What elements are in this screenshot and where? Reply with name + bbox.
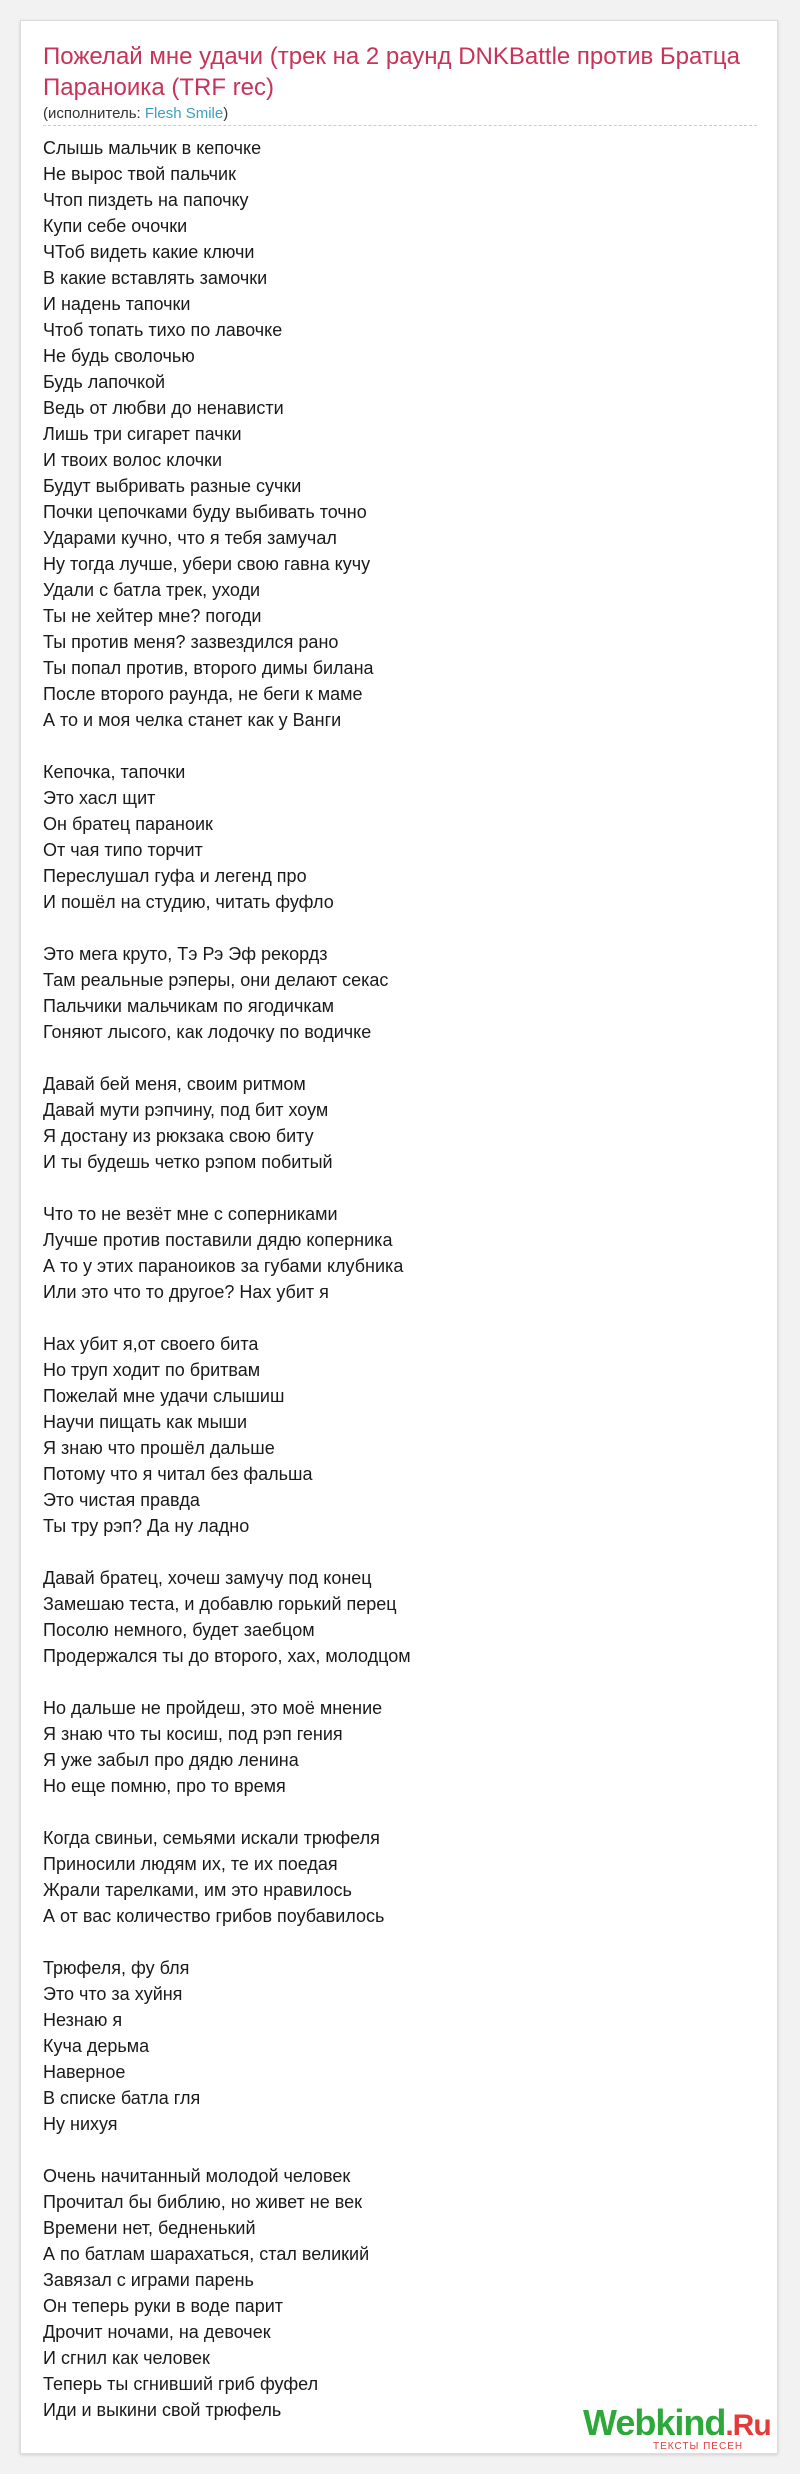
lyric-line: Дрочит ночами, на девочек <box>43 2322 271 2342</box>
lyric-line: Это хасл щит <box>43 788 156 808</box>
lyric-line: А от вас количество грибов поубавилось <box>43 1906 385 1926</box>
lyric-line: Ты не хейтер мне? погоди <box>43 606 262 626</box>
lyric-line: Там реальные рэперы, они делают секас <box>43 970 389 990</box>
lyric-line: Ты тру рэп? Да ну ладно <box>43 1516 250 1536</box>
stanza-gap <box>43 2137 757 2163</box>
logo-tld: .Ru <box>725 2409 771 2442</box>
lyric-line: Я знаю что прошёл дальше <box>43 1438 275 1458</box>
lyric-line: И надень тапочки <box>43 294 191 314</box>
lyric-line: И сгнил как человек <box>43 2348 210 2368</box>
stanza-gap <box>43 1669 757 1695</box>
lyric-line: Но дальше не пройдеш, это моё мнение <box>43 1698 383 1718</box>
stanza-gap <box>43 1175 757 1201</box>
lyric-line: Но труп ходит по бритвам <box>43 1360 261 1380</box>
logo-tagline: ТЕКСТЫ ПЕСЕН <box>653 2441 744 2452</box>
lyric-line: Потому что я читал без фальша <box>43 1464 313 1484</box>
lyric-line: Я достану из рюкзака свою биту <box>43 1126 314 1146</box>
lyric-line: Не вырос твой пальчик <box>43 164 236 184</box>
lyric-line: Давай бей меня, своим ритмом <box>43 1074 306 1094</box>
lyric-line: Ты попал против, второго димы билана <box>43 658 374 678</box>
lyric-line: И твоих волос клочки <box>43 450 223 470</box>
lyric-line: Замешаю теста, и добавлю горький перец <box>43 1594 397 1614</box>
lyric-line: Удали с батла трек, уходи <box>43 580 261 600</box>
lyric-line: Будь лапочкой <box>43 372 166 392</box>
lyric-line: Иди и выкини свой трюфель <box>43 2400 282 2420</box>
lyric-line: Это мега круто, Тэ Рэ Эф рекордз <box>43 944 328 964</box>
stanza-gap <box>43 1539 757 1565</box>
lyric-line: Куча дерьма <box>43 2036 150 2056</box>
lyric-line: В списке батла гля <box>43 2088 201 2108</box>
lyric-line: Посолю немного, будет заебцом <box>43 1620 315 1640</box>
lyric-line: От чая типо торчит <box>43 840 203 860</box>
lyric-line: Ударами кучно, что я тебя замучал <box>43 528 337 548</box>
lyric-line: Пальчики мальчикам по ягодичкам <box>43 996 335 1016</box>
lyric-line: ЧТоб видеть какие ключи <box>43 242 255 262</box>
lyric-line: Жрали тарелками, им это нравилось <box>43 1880 352 1900</box>
lyric-line: Он теперь руки в воде парит <box>43 2296 284 2316</box>
header-divider <box>43 125 757 126</box>
lyric-line: И ты будешь четко рэпом побитый <box>43 1152 333 1172</box>
lyric-line: Трюфеля, фу бля <box>43 1958 190 1978</box>
lyric-line: Кепочка, тапочки <box>43 762 186 782</box>
lyric-line: Продержался ты до второго, хах, молодцом <box>43 1646 411 1666</box>
lyric-line: Очень начитанный молодой человек <box>43 2166 351 2186</box>
stanza-gap <box>43 733 757 759</box>
stanza-gap <box>43 1799 757 1825</box>
lyric-line: Почки цепочками буду выбивать точно <box>43 502 367 522</box>
stanza-gap <box>43 1045 757 1071</box>
logo-wordmark <box>583 2403 771 2446</box>
lyric-line: Гоняют лысого, как лодочку по водичке <box>43 1022 372 1042</box>
song-title: Пожелай мне удачи (трек на 2 раунд DNKBattle против Братца Параноика (TRF rec) <box>43 43 740 101</box>
lyrics-card <box>20 20 778 2454</box>
lyric-line: Пожелай мне удачи слышиш <box>43 1386 285 1406</box>
lyrics-text <box>43 135 757 2423</box>
lyric-line: Приносили людям их, те их поедая <box>43 1854 338 1874</box>
lyric-line: Научи пищать как мыши <box>43 1412 248 1432</box>
logo-brand: Webkind <box>583 2402 726 2443</box>
lyric-line: Прочитал бы библию, но живет не век <box>43 2192 362 2212</box>
lyric-line: И пошёл на студию, читать фуфло <box>43 892 334 912</box>
lyric-line: Нах убит я,от своего бита <box>43 1334 259 1354</box>
lyric-line: Переслушал гуфа и легенд про <box>43 866 307 886</box>
lyric-line: После второго раунда, не беги к маме <box>43 684 363 704</box>
lyric-line: Наверное <box>43 2062 126 2082</box>
lyric-line: Я уже забыл про дядю ленина <box>43 1750 299 1770</box>
lyric-line: Это чистая правда <box>43 1490 200 1510</box>
lyric-line: Теперь ты сгнивший гриб фуфел <box>43 2374 319 2394</box>
lyric-line: А по батлам шарахаться, стал великий <box>43 2244 370 2264</box>
lyric-line: Ведь от любви до ненависти <box>43 398 284 418</box>
lyric-line: Я знаю что ты косиш, под рэп гения <box>43 1724 343 1744</box>
artist-prefix: (исполнитель: <box>43 105 145 122</box>
artist-line <box>43 105 228 123</box>
artist-link[interactable]: Flesh Smile <box>144 105 224 122</box>
lyric-line: Времени нет, бедненький <box>43 2218 256 2238</box>
lyric-line: Чтоп пиздеть на папочку <box>43 190 249 210</box>
lyric-line: Ну нихуя <box>43 2114 118 2134</box>
lyric-line: Ну тогда лучше, убери свою гавна кучу <box>43 554 371 574</box>
lyric-line: Лучше против поставили дядю коперника <box>43 1230 393 1250</box>
lyric-line: В какие вставлять замочки <box>43 268 268 288</box>
lyric-line: Не будь сволочью <box>43 346 195 366</box>
lyric-line: Но еще помню, про то время <box>43 1776 286 1796</box>
stanza-gap <box>43 915 757 941</box>
lyric-line: Или это что то другое? Нах убит я <box>43 1282 329 1302</box>
lyric-line: Слышь мальчик в кепочке <box>43 138 262 158</box>
lyric-line: Лишь три сигарет пачки <box>43 424 242 444</box>
lyric-line: А то и моя челка станет как у Ванги <box>43 710 342 730</box>
lyric-line: Купи себе очочки <box>43 216 188 236</box>
lyric-line: Чтоб топать тихо по лавочке <box>43 320 283 340</box>
stanza-gap <box>43 1305 757 1331</box>
lyric-line: Когда свиньи, семьями искали трюфеля <box>43 1828 380 1848</box>
site-logo[interactable] <box>583 2403 773 2453</box>
lyric-line: А то у этих параноиков за губами клубника <box>43 1256 404 1276</box>
lyric-line: Будут выбривать разные сучки <box>43 476 302 496</box>
lyric-line: Это что за хуйня <box>43 1984 183 2004</box>
lyric-line: Он братец параноик <box>43 814 213 834</box>
lyric-line: Давай братец, хочеш замучу под конец <box>43 1568 372 1588</box>
lyric-line: Давай мути рэпчину, под бит хоум <box>43 1100 329 1120</box>
lyric-line: Ты против меня? зазвездился рано <box>43 632 339 652</box>
lyric-line: Завязал с играми парень <box>43 2270 254 2290</box>
lyric-line: Что то не везёт мне с соперниками <box>43 1204 338 1224</box>
artist-suffix: ) <box>223 105 229 122</box>
lyric-line: Незнаю я <box>43 2010 123 2030</box>
stanza-gap <box>43 1929 757 1955</box>
